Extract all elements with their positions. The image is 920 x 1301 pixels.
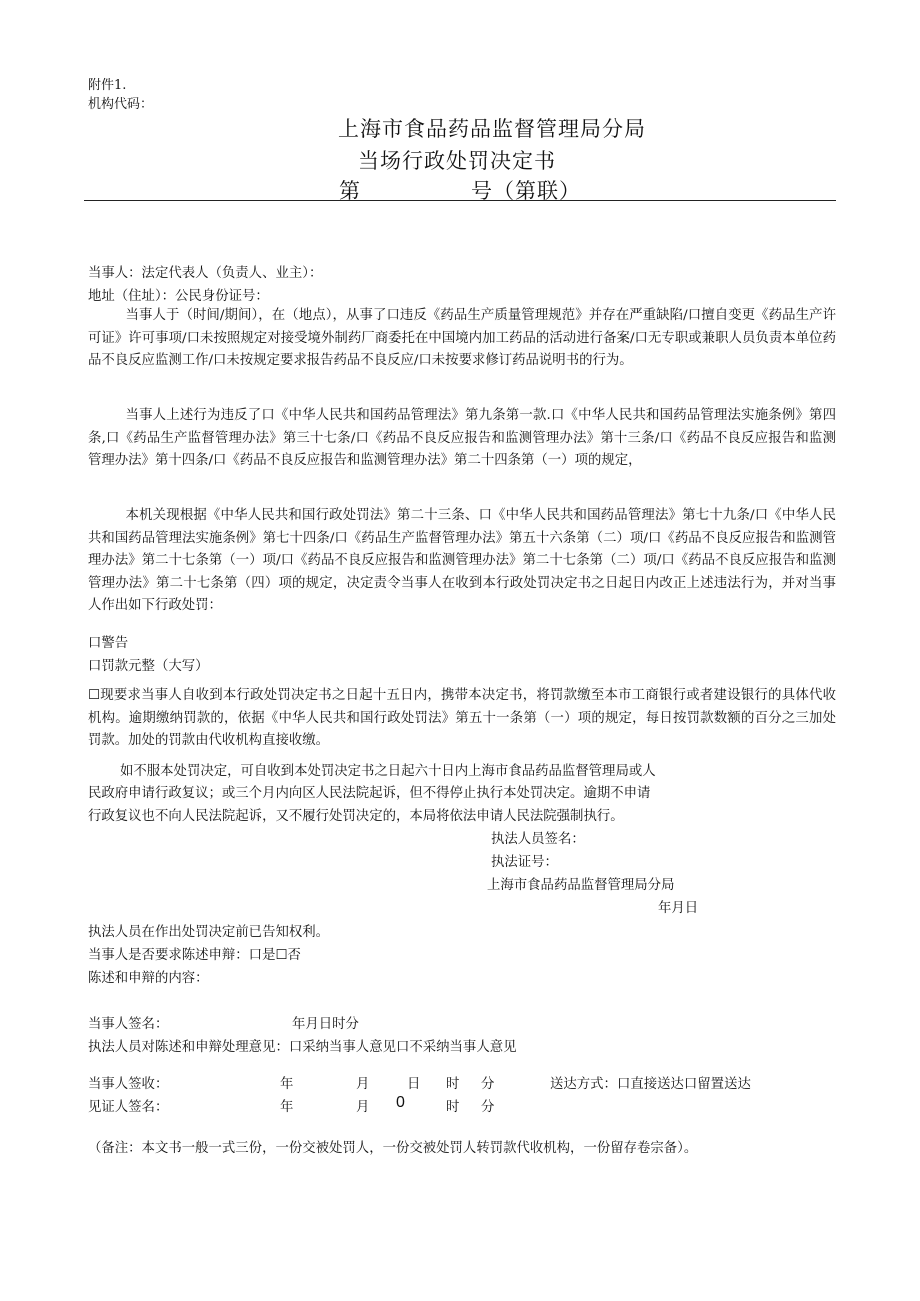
receipt-party-label: 当事人签收： bbox=[88, 1077, 169, 1092]
receipt-party-minute: 分 bbox=[481, 1077, 495, 1092]
receipt-party-year: 年 bbox=[280, 1077, 294, 1092]
document-note: （备注：本文书一般一式三份，一份交被处罚人，一份交被处罚人转罚款代收机构，一份留存卷宗备）。 bbox=[88, 1141, 698, 1156]
receipt-witness-label: 见证人签名： bbox=[88, 1100, 169, 1115]
rights-informed: 执法人员在作出处罚决定前已告知权利。 bbox=[88, 925, 330, 940]
appeal-line-1: 如不服本处罚决定，可自收到本处罚决定书之日起六十日内上海市食品药品监督管理局或人 bbox=[120, 764, 656, 779]
receipt-witness-month: 月 bbox=[356, 1100, 370, 1115]
signing-date: 年月日 bbox=[658, 901, 699, 916]
officer-opinion: 执法人员对陈述和申辩处理意见：口采纳当事人意见口不采纳当事人意见 bbox=[88, 1040, 517, 1055]
payment-paragraph: ☐现要求当事人自收到本行政处罚决定书之日起十五日内，携带本决定书，将罚款缴至本市工商银行或者建设银行的具体代收机构。逾期缴纳罚款的，依据《中华人民共和国行政处罚法》第五十一条第（一）项的规定，每日按罚款数额的百分之三加处罚款。加处的罚款由代收机构直接收缴。 bbox=[88, 688, 836, 748]
title-divider bbox=[84, 200, 836, 201]
receipt-party-month: 月 bbox=[356, 1077, 370, 1092]
party-address: 地址（住址）：公民身份证号： bbox=[88, 289, 269, 304]
officer-signature-label: 执法人员签名： bbox=[491, 832, 585, 847]
receipt-witness-hour: 时 bbox=[446, 1100, 460, 1115]
defense-question: 当事人是否要求陈述申辩：口是☐否 bbox=[88, 948, 301, 963]
attachment-label: 附件1. bbox=[88, 78, 127, 93]
title-number: 第 号（第联） bbox=[339, 179, 581, 203]
defense-content-label: 陈述和申辩的内容： bbox=[88, 971, 209, 986]
title-document: 当场行政处罚决定书 bbox=[358, 149, 556, 173]
delivery-method: 送达方式：口直接送达口留置送达 bbox=[550, 1077, 751, 1092]
penalty-fine: 口罚款元整（大写） bbox=[88, 659, 209, 674]
receipt-party-hour: 时 bbox=[446, 1077, 460, 1092]
party-signature-datetime: 年月日时分 bbox=[292, 1017, 359, 1032]
appeal-line-3: 行政复议也不向人民法院起诉，又不履行处罚决定的，本局将依法申请人民法院强制执行。 bbox=[88, 809, 624, 824]
title-agency: 上海市食品药品监督管理局分局 bbox=[338, 117, 646, 141]
violation-paragraph: 当事人上述行为违反了口《中华人民共和国药品管理法》第九条第一款.口《中华人民共和国药品管理法实施条例》第四条,口《药品生产监督管理办法》第三十七条/口《药品不良反应报告和监测管理办法》第十三条/口《药品不良反应报告和监测管理办法》第十四条/口《药品不良反应报告和监测管理办法》第二十四条第（一）项的规定， bbox=[88, 408, 836, 468]
receipt-witness-zero: 0 bbox=[396, 1094, 405, 1111]
penalty-warning: 口警告 bbox=[88, 636, 129, 651]
officer-cert-label: 执法证号： bbox=[491, 855, 558, 870]
party-signature-label: 当事人签名： bbox=[88, 1017, 169, 1032]
facts-paragraph: 当事人于（时间/期间），在（地点），从事了口违反《药品生产质量管理规范》并存在严重缺陷/口擅自变更《药品生产许可证》许可事项/口未按照规定对接受境外制药厂商委托在中国境内加工药品的活动进行备案/口无专职或兼职人员负责本单位药品不良反应监测工作/口未按规定要求报告药品不良反应/口未按要求修订药品说明书的行为。 bbox=[88, 308, 836, 368]
party-info: 当事人：法定代表人（负责人、业主）： bbox=[88, 266, 323, 281]
signing-agency: 上海市食品药品监督管理局分局 bbox=[487, 878, 675, 893]
basis-paragraph: 本机关现根据《中华人民共和国行政处罚法》第二十三条、口《中华人民共和国药品管理法》第七十九条/口《中华人民共和国药品管理法实施条例》第七十四条/口《药品生产监督管理办法》第五十六条第（二）项/口《药品不良反应报告和监测管理办法》第二十七条第（一）项/口《药品不良反应报告和监测管理办法》第二十七条第（二）项/口《药品不良反应报告和监测管理办法》第二十七条第（四）项的规定，决定责令当事人在收到本行政处罚决定书之日起日内改正上述违法行为，并对当事人作出如下行政处罚： bbox=[88, 508, 836, 613]
receipt-party-day: 日 bbox=[407, 1077, 421, 1092]
receipt-witness-minute: 分 bbox=[481, 1100, 495, 1115]
org-code-label: 机构代码： bbox=[88, 97, 154, 112]
receipt-witness-year: 年 bbox=[280, 1100, 294, 1115]
appeal-line-2: 民政府申请行政复议；或三个月内向区人民法院起诉，但不得停止执行本处罚决定。逾期不申请 bbox=[88, 786, 651, 801]
